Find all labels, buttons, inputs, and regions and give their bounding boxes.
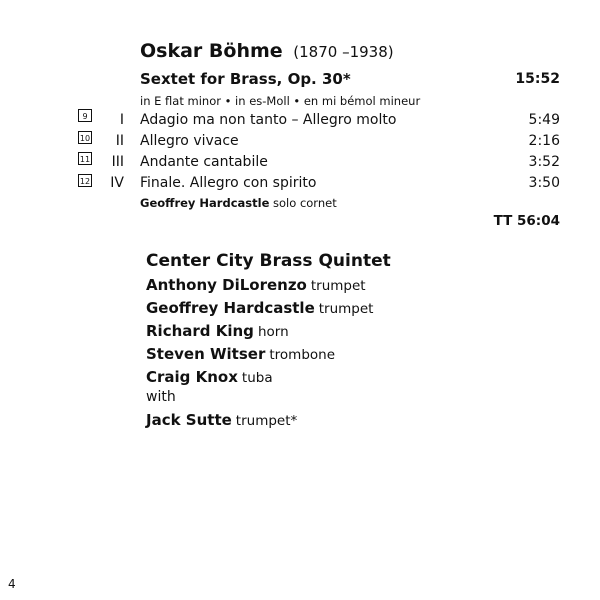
member-instrument: trumpet* [235, 413, 298, 429]
member-name: Jack Sutte [146, 411, 232, 429]
movement-numeral: IV [110, 175, 124, 191]
soloist-credit [140, 196, 337, 210]
member-instrument: trumpet [310, 278, 366, 294]
work-title: Sextet for Brass, Op. 30* [140, 70, 351, 88]
member-instrument: tuba [241, 370, 273, 386]
member-name: Steven Witser [146, 345, 266, 363]
soloist-name: Geoffrey Hardcastle [140, 196, 270, 210]
movement-title: Allegro vivace [140, 133, 239, 149]
ensemble-name: Center City Brass Quintet [146, 251, 391, 271]
page-number: 4 [8, 577, 16, 591]
movement-duration: 3:52 [528, 154, 560, 170]
work-duration: 15:52 [515, 71, 560, 87]
member-name: Craig Knox [146, 368, 238, 386]
ensemble-member [146, 276, 366, 294]
movement-title: Andante cantabile [140, 154, 268, 170]
guest-performer [146, 411, 297, 429]
movement-title: Adagio ma non tanto – Allegro molto [140, 112, 397, 128]
track-number-box: 12 [78, 174, 92, 187]
total-time: TT 56:04 [493, 213, 560, 229]
member-name: Richard King [146, 322, 254, 340]
movement-duration: 5:49 [528, 112, 560, 128]
movement-title: Finale. Allegro con spirito [140, 175, 317, 191]
ensemble-member [146, 368, 273, 386]
movement-numeral: I [119, 112, 124, 128]
soloist-role: solo cornet [273, 196, 337, 210]
composer-name: Oskar Böhme [140, 40, 283, 62]
track-number-box: 9 [78, 109, 92, 122]
member-instrument: trumpet [318, 301, 374, 317]
ensemble-member [146, 322, 289, 340]
composer-heading [140, 40, 394, 62]
member-instrument: horn [257, 324, 289, 340]
ensemble-member [146, 299, 373, 317]
movement-numeral: II [115, 133, 124, 149]
movement-duration: 3:50 [528, 175, 560, 191]
member-instrument: trombone [269, 347, 336, 363]
with-label: with [146, 389, 176, 405]
work-key: in E flat minor • in es-Moll • en mi bémol mineur [140, 94, 421, 108]
movement-duration: 2:16 [528, 133, 560, 149]
member-name: Geoffrey Hardcastle [146, 299, 315, 317]
track-number-box: 11 [78, 152, 92, 165]
movement-numeral: III [111, 154, 124, 170]
composer-dates: (1870 –1938) [293, 43, 394, 61]
track-number-box: 10 [78, 131, 92, 144]
member-name: Anthony DiLorenzo [146, 276, 307, 294]
ensemble-member [146, 345, 335, 363]
